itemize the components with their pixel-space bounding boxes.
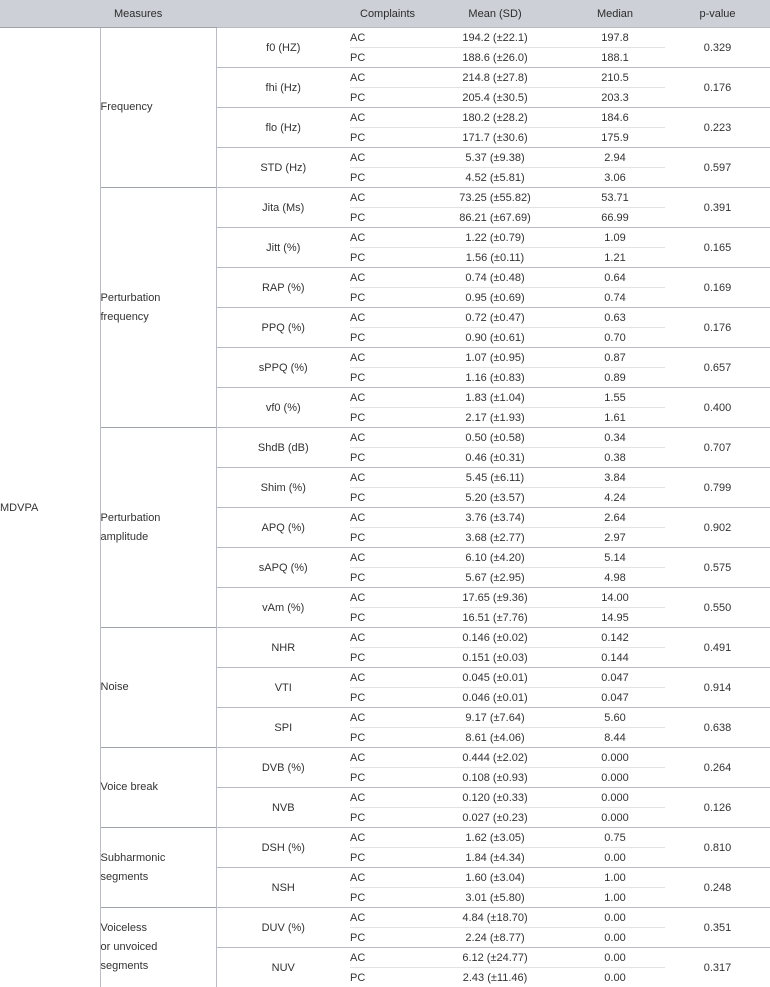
median-value: 1.09 (565, 228, 665, 248)
p-value: 0.638 (665, 708, 770, 748)
measure-label: Jitt (%) (216, 228, 350, 268)
complaint-group: PC (350, 928, 425, 948)
p-value: 0.400 (665, 388, 770, 428)
median-value: 2.94 (565, 148, 665, 168)
median-value: 0.64 (565, 268, 665, 288)
mean-sd-value: 0.72 (±0.47) (425, 308, 565, 328)
table-row (0, 628, 770, 648)
measure-label: ShdB (dB) (216, 428, 350, 468)
mean-sd-value: 214.8 (±27.8) (425, 68, 565, 88)
measure-label: vAm (%) (216, 588, 350, 628)
measure-label: NVB (216, 788, 350, 828)
mean-sd-value: 17.65 (±9.36) (425, 588, 565, 608)
table-row (0, 828, 770, 848)
measure-label: PPQ (%) (216, 308, 350, 348)
category-label-line: Frequency (101, 101, 153, 113)
median-value: 2.64 (565, 508, 665, 528)
category-label-line: segments (101, 960, 149, 972)
p-value: 0.126 (665, 788, 770, 828)
complaint-group: PC (350, 168, 425, 188)
header-measures: Measures (0, 0, 350, 28)
p-value: 0.329 (665, 28, 770, 68)
p-value: 0.176 (665, 68, 770, 108)
complaint-group: PC (350, 368, 425, 388)
complaint-group: PC (350, 488, 425, 508)
measure-label: NSH (216, 868, 350, 908)
median-value: 0.142 (565, 628, 665, 648)
median-value: 0.38 (565, 448, 665, 468)
table-row (0, 748, 770, 768)
mean-sd-value: 3.01 (±5.80) (425, 888, 565, 908)
mean-sd-value: 205.4 (±30.5) (425, 88, 565, 108)
p-value: 0.351 (665, 908, 770, 948)
mean-sd-value: 4.84 (±18.70) (425, 908, 565, 928)
category-label (100, 908, 216, 987)
complaint-group: PC (350, 648, 425, 668)
median-value: 0.63 (565, 308, 665, 328)
median-value: 14.95 (565, 608, 665, 628)
median-value: 1.00 (565, 868, 665, 888)
table-row (0, 188, 770, 208)
mean-sd-value: 8.61 (±4.06) (425, 728, 565, 748)
header-p-value: p-value (665, 0, 770, 28)
category-label (100, 828, 216, 908)
complaint-group: AC (350, 108, 425, 128)
complaint-group: PC (350, 968, 425, 987)
mean-sd-value: 0.46 (±0.31) (425, 448, 565, 468)
measure-label: DVB (%) (216, 748, 350, 788)
table-body (0, 28, 770, 987)
mean-sd-value: 1.60 (±3.04) (425, 868, 565, 888)
complaint-group: PC (350, 688, 425, 708)
complaint-group: PC (350, 208, 425, 228)
mean-sd-value: 3.68 (±2.77) (425, 528, 565, 548)
mean-sd-value: 0.146 (±0.02) (425, 628, 565, 648)
complaint-group: PC (350, 248, 425, 268)
measure-label: sPPQ (%) (216, 348, 350, 388)
complaint-group: AC (350, 508, 425, 528)
p-value: 0.264 (665, 748, 770, 788)
mean-sd-value: 5.37 (±9.38) (425, 148, 565, 168)
mean-sd-value: 0.120 (±0.33) (425, 788, 565, 808)
measure-label: NUV (216, 948, 350, 987)
mean-sd-value: 0.027 (±0.23) (425, 808, 565, 828)
median-value: 1.55 (565, 388, 665, 408)
complaint-group: AC (350, 828, 425, 848)
mean-sd-value: 6.10 (±4.20) (425, 548, 565, 568)
mean-sd-value: 180.2 (±28.2) (425, 108, 565, 128)
p-value: 0.597 (665, 148, 770, 188)
complaint-group: AC (350, 268, 425, 288)
complaint-group: PC (350, 848, 425, 868)
complaint-group: PC (350, 608, 425, 628)
header-median: Median (565, 0, 665, 28)
p-value: 0.165 (665, 228, 770, 268)
p-value: 0.176 (665, 308, 770, 348)
median-value: 0.047 (565, 688, 665, 708)
mean-sd-value: 5.20 (±3.57) (425, 488, 565, 508)
mean-sd-value: 0.90 (±0.61) (425, 328, 565, 348)
mean-sd-value: 1.83 (±1.04) (425, 388, 565, 408)
complaint-group: PC (350, 128, 425, 148)
header-mean-sd: Mean (SD) (425, 0, 565, 28)
category-label-line: segments (101, 871, 149, 883)
measure-label: fhi (Hz) (216, 68, 350, 108)
mean-sd-value: 0.108 (±0.93) (425, 768, 565, 788)
category-label-line: or unvoiced (101, 941, 158, 953)
median-value: 0.87 (565, 348, 665, 368)
p-value: 0.914 (665, 668, 770, 708)
measure-label: f0 (HZ) (216, 28, 350, 68)
complaint-group: PC (350, 568, 425, 588)
mean-sd-value: 171.7 (±30.6) (425, 128, 565, 148)
category-label (100, 428, 216, 628)
category-label (100, 748, 216, 828)
measure-label: sAPQ (%) (216, 548, 350, 588)
mean-sd-value: 9.17 (±7.64) (425, 708, 565, 728)
mean-sd-value: 0.045 (±0.01) (425, 668, 565, 688)
median-value: 53.71 (565, 188, 665, 208)
mean-sd-value: 0.50 (±0.58) (425, 428, 565, 448)
p-value: 0.317 (665, 948, 770, 987)
complaint-group: AC (350, 68, 425, 88)
category-label-line: Perturbation (101, 512, 161, 524)
complaint-group: AC (350, 788, 425, 808)
median-value: 184.6 (565, 108, 665, 128)
median-value: 203.3 (565, 88, 665, 108)
category-label-line: frequency (101, 311, 149, 323)
mean-sd-value: 0.95 (±0.69) (425, 288, 565, 308)
mean-sd-value: 0.444 (±2.02) (425, 748, 565, 768)
complaint-group: AC (350, 28, 425, 48)
complaint-group: AC (350, 588, 425, 608)
measure-label: flo (Hz) (216, 108, 350, 148)
median-value: 0.74 (565, 288, 665, 308)
median-value: 0.00 (565, 968, 665, 987)
median-value: 0.00 (565, 948, 665, 968)
complaint-group: AC (350, 708, 425, 728)
measure-label: VTI (216, 668, 350, 708)
category-label (100, 28, 216, 188)
measure-label: APQ (%) (216, 508, 350, 548)
measure-label: STD (Hz) (216, 148, 350, 188)
median-value: 0.34 (565, 428, 665, 448)
mean-sd-value: 1.84 (±4.34) (425, 848, 565, 868)
mean-sd-value: 2.43 (±11.46) (425, 968, 565, 987)
category-label-line: Subharmonic (101, 852, 166, 864)
measure-label: DSH (%) (216, 828, 350, 868)
median-value: 0.000 (565, 788, 665, 808)
p-value: 0.575 (665, 548, 770, 588)
category-label-line: Perturbation (101, 292, 161, 304)
median-value: 5.14 (565, 548, 665, 568)
median-value: 0.89 (565, 368, 665, 388)
p-value: 0.902 (665, 508, 770, 548)
median-value: 0.00 (565, 908, 665, 928)
median-value: 0.144 (565, 648, 665, 668)
mean-sd-value: 86.21 (±67.69) (425, 208, 565, 228)
p-value: 0.707 (665, 428, 770, 468)
complaint-group: PC (350, 328, 425, 348)
p-value: 0.248 (665, 868, 770, 908)
header-complaints: Complaints (350, 0, 425, 28)
median-value: 175.9 (565, 128, 665, 148)
p-value: 0.657 (665, 348, 770, 388)
measure-label: vf0 (%) (216, 388, 350, 428)
measure-label: Jita (Ms) (216, 188, 350, 228)
mean-sd-value: 1.16 (±0.83) (425, 368, 565, 388)
complaint-group: AC (350, 228, 425, 248)
mean-sd-value: 0.74 (±0.48) (425, 268, 565, 288)
median-value: 0.047 (565, 668, 665, 688)
complaint-group: PC (350, 888, 425, 908)
median-value: 4.98 (565, 568, 665, 588)
complaint-group: AC (350, 188, 425, 208)
median-value: 1.61 (565, 408, 665, 428)
complaint-group: AC (350, 868, 425, 888)
p-value: 0.223 (665, 108, 770, 148)
median-value: 0.00 (565, 848, 665, 868)
median-value: 8.44 (565, 728, 665, 748)
complaint-group: AC (350, 548, 425, 568)
p-value: 0.550 (665, 588, 770, 628)
complaint-group: AC (350, 748, 425, 768)
median-value: 0.00 (565, 928, 665, 948)
complaint-group: PC (350, 288, 425, 308)
measure-label: RAP (%) (216, 268, 350, 308)
median-value: 1.00 (565, 888, 665, 908)
table-row (0, 28, 770, 48)
p-value: 0.169 (665, 268, 770, 308)
mean-sd-value: 188.6 (±26.0) (425, 48, 565, 68)
mean-sd-value: 0.046 (±0.01) (425, 688, 565, 708)
complaint-group: AC (350, 148, 425, 168)
median-value: 3.84 (565, 468, 665, 488)
complaint-group: PC (350, 728, 425, 748)
p-value: 0.810 (665, 828, 770, 868)
measure-label: NHR (216, 628, 350, 668)
complaint-group: PC (350, 808, 425, 828)
complaint-group: AC (350, 668, 425, 688)
complaint-group: AC (350, 308, 425, 328)
complaint-group: PC (350, 768, 425, 788)
measure-label: SPI (216, 708, 350, 748)
median-value: 188.1 (565, 48, 665, 68)
table-header-row (0, 0, 770, 28)
p-value: 0.491 (665, 628, 770, 668)
median-value: 14.00 (565, 588, 665, 608)
p-value: 0.799 (665, 468, 770, 508)
mean-sd-value: 1.62 (±3.05) (425, 828, 565, 848)
median-value: 66.99 (565, 208, 665, 228)
mean-sd-value: 4.52 (±5.81) (425, 168, 565, 188)
mean-sd-value: 1.22 (±0.79) (425, 228, 565, 248)
mean-sd-value: 1.07 (±0.95) (425, 348, 565, 368)
complaint-group: AC (350, 348, 425, 368)
complaint-group: AC (350, 468, 425, 488)
measure-label: DUV (%) (216, 908, 350, 948)
mean-sd-value: 73.25 (±55.82) (425, 188, 565, 208)
complaint-group: AC (350, 628, 425, 648)
median-value: 1.21 (565, 248, 665, 268)
measure-label: Shim (%) (216, 468, 350, 508)
median-value: 197.8 (565, 28, 665, 48)
complaint-group: PC (350, 88, 425, 108)
category-label (100, 628, 216, 748)
mean-sd-value: 194.2 (±22.1) (425, 28, 565, 48)
category-label-line: Voiceless (101, 922, 147, 934)
mean-sd-value: 1.56 (±0.11) (425, 248, 565, 268)
median-value: 0.000 (565, 808, 665, 828)
median-value: 0.000 (565, 768, 665, 788)
complaint-group: AC (350, 908, 425, 928)
complaint-group: PC (350, 48, 425, 68)
median-value: 2.97 (565, 528, 665, 548)
mean-sd-value: 6.12 (±24.77) (425, 948, 565, 968)
median-value: 0.75 (565, 828, 665, 848)
median-value: 4.24 (565, 488, 665, 508)
complaint-group: AC (350, 428, 425, 448)
complaint-group: AC (350, 948, 425, 968)
group-label: MDVPA (0, 28, 100, 987)
median-value: 5.60 (565, 708, 665, 728)
median-value: 0.70 (565, 328, 665, 348)
category-label-line: Noise (101, 681, 129, 693)
complaint-group: AC (350, 388, 425, 408)
table-row (0, 428, 770, 448)
mean-sd-value: 2.17 (±1.93) (425, 408, 565, 428)
mean-sd-value: 0.151 (±0.03) (425, 648, 565, 668)
category-label-line: Voice break (101, 781, 158, 793)
median-value: 3.06 (565, 168, 665, 188)
complaint-group: PC (350, 528, 425, 548)
median-value: 0.000 (565, 748, 665, 768)
category-label-line: amplitude (101, 531, 149, 543)
category-label (100, 188, 216, 428)
complaint-group: PC (350, 408, 425, 428)
mean-sd-value: 5.45 (±6.11) (425, 468, 565, 488)
table-row (0, 908, 770, 928)
mean-sd-value: 5.67 (±2.95) (425, 568, 565, 588)
mean-sd-value: 16.51 (±7.76) (425, 608, 565, 628)
complaint-group: PC (350, 448, 425, 468)
mean-sd-value: 2.24 (±8.77) (425, 928, 565, 948)
p-value: 0.391 (665, 188, 770, 228)
mean-sd-value: 3.76 (±3.74) (425, 508, 565, 528)
median-value: 210.5 (565, 68, 665, 88)
